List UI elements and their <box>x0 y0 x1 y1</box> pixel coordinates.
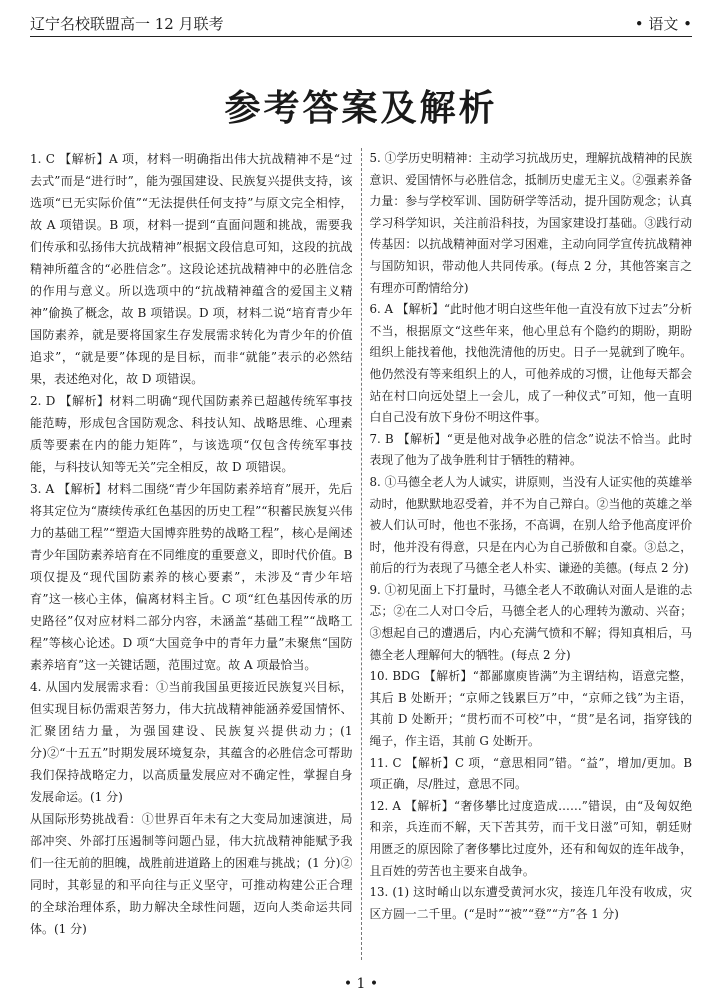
answer-item-2: 2. D 【解析】材料二明确“现代国防素养已超越传统军事技能范畴，形成包含国防观念、科技认知、战略思维、心理素质等要素在内的能力矩阵”，与该选项“仅包含传统军事技能，与科技认知等无关”完全相反，故 D 项错误。 <box>30 394 353 474</box>
answer-item-12: 12. A 【解析】“奢侈攀比过度造成……”错误，由“及匈奴绝和亲，兵连而不解，天下苦其劳，而干戈日滋”可知，朝廷财用匮乏的原因除了奢侈攀比过度外，还有和匈奴的连年战争，且百姓的劳苦也主要来自战争。 <box>369 798 692 878</box>
page-title: 参考答案及解析 <box>224 88 498 129</box>
answer-item-7: 7. B 【解析】“更是他对战争必胜的信念”说法不恰当。此时表现了他为了战争胜利甘于牺牲的精神。 <box>369 431 692 468</box>
left-column <box>30 148 361 960</box>
exam-name: 辽宁名校联盟高一 12 月联考 <box>30 14 224 33</box>
answer-item-10: 10. BDG 【解析】“都鄙廪庾皆满”为主谓结构，语意完整，其后 B 处断开；“京师之钱累巨万”中，“京师之钱”为主语，其前 D 处断开；“贯朽而不可校”中，“贯”是名词，指穿钱的绳子，作主语，其前 G 处断开。 <box>369 669 692 749</box>
page-header <box>30 10 692 37</box>
right-column <box>362 148 693 960</box>
subject-label: • 语文 • <box>634 14 692 33</box>
answer-item-9: 9. ①初见面上下打量时，马德全老人不敢确认对面人是谁的忐忑；②在二人对口令后，马德全老人的心理转为激动、兴奋；③想起自己的遭遇后，内心充满气愤和不解；得知真相后，马德全老人理解何大的牺牲。(每点 2 分) <box>369 582 692 662</box>
answer-item-4-continued: 从国际形势挑战看：①世界百年未有之大变局加速演进，局部冲突、外部打压遏制等问题凸显，伟大抗战精神能赋予我们一往无前的胆魄，战胜前进道路上的困难与挑战；(1 分)②同时，其彰显的和平向往与正义坚守，可推动构建公正合理的全球治理体系，助力解决全球性问题，迈向人类命运共同体。(1 分) <box>30 812 353 936</box>
answer-columns <box>30 148 692 960</box>
page-number: • 1 • <box>343 976 379 992</box>
answer-item-8: 8. ①马德全老人为人诚实，讲原则，当没有人证实他的英雄举动时，他默默地忍受着，并不为自己辩白。②当他的英雄之举被人们认可时，他也不张扬，不高调，在别人给予他高度评价时，他并没有得意，只是在内心为自己骄傲和自豪。③总之，前后的行为表现了马德全老人朴实、谦逊的美德。(每点 2 分) <box>369 474 692 576</box>
answer-item-6: 6. A 【解析】“此时他才明白这些年他一直没有放下过去”分析不当，根据原文“这些年来，他心里总有个隐约的期盼，期盼组织上能找着他，找他洗清他的历史。日子一晃就到了晚年。他仍然没有等来组织上的人，可他养成的习惯，让他每天都会站在村口向远处望上一会儿，成了一种仪式”可知，他一直明白自己没有放下身份不明这件事。 <box>369 302 692 425</box>
answer-item-13: 13. (1) 这时崤山以东遭受黄河水灾，接连几年没有收成，灾区方圆一二千里。(“是时”“被”“登”“方”各 1 分) <box>369 885 692 921</box>
answer-item-5: 5. ①学历史明精神：主动学习抗战历史，理解抗战精神的民族意识、爱国情怀与必胜信念，抵制历史虚无主义。②强素养备力量：参与学校军训、国防研学等活动，提升国防观念；认真学习科学知识，关注前沿科技，为国家建设打基础。③践行动传基因：以抗战精神面对学习困难，主动向同学宣传抗战精神与国防知识，带动他人共同传承。(每点 2 分，其他答案言之有理亦可酌情给分) <box>369 151 692 295</box>
answer-item-11: 11. C 【解析】C 项，“意思相同”错。“益”，增加/更加。B 项正确，尽/胜过，意思不同。 <box>369 755 692 792</box>
answer-item-1: 1. C 【解析】A 项，材料一明确指出伟大抗战精神不是“过去式”而是“进行时”，能为强国建设、民族复兴提供支持，该选项“已无实际价值”“无法提供任何支持”与原文完全相悖，故 A 项错误。B 项，材料一提到“直面问题和挑战，需要我们传承和弘扬伟大抗战精神”根据文段信息可知，这段的抗战精神所蕴含的“必胜信念”。这段论述抗战精神中的必胜信念的作用与意义。所以选项中的“抗战精神蕴含的爱国主义精神”偷换了概念，故 B 项错误。D 项，材料二说“培育青少年国防素养，就是要将国家生存发展需求转化为青少年的价值追求”，“就是要”体现的是目标，而非“就能”表示的必然结果，表述绝对化，故 D 项错误。 <box>30 152 353 386</box>
answer-item-4: 4. 从国内发展需求看：①当前我国虽更接近民族复兴目标，但实现目标仍需艰苦努力，伟大抗战精神能涵养爱国情怀、汇聚团结力量，为强国建设、民族复兴提供动力；(1 分)②“十五五”时期发展环境复杂，其蕴含的必胜信念可帮助我们保持战略定力，以高质量发展应对不确定性，掌握自身发展命运。(1 分) <box>30 680 353 804</box>
answer-item-3: 3. A 【解析】材料二围绕“青少年国防素养培育”展开，先后将其定位为“赓续传承红色基因的历史工程”“积蓄民族复兴伟力的基础工程”“塑造大国博弈胜势的战略工程”，核心是阐述青少年国防素养培育在不同维度的重要意义，即时代价值。B 项仅提及“现代国防素养的核心要素”，未涉及“青少年培育”这一核心主体，偏离材料主旨。C 项“红色基因传承的历史路径”仅对应材料二部分内容，未涵盖“基础工程”“战略工程”等核心论述。D 项“大国竞争中的青年力量”未聚焦“国防素养培育”这一关键话题，范围过宽。故 A 项最恰当。 <box>30 482 353 672</box>
